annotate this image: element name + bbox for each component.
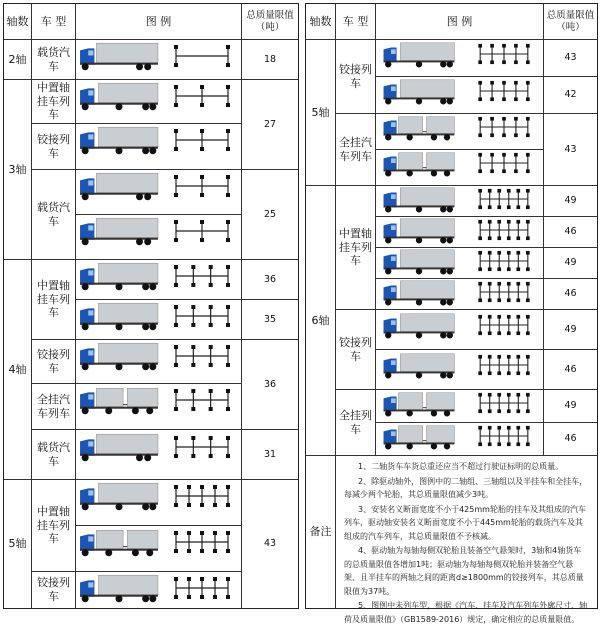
limit-cell: 43 <box>544 40 597 77</box>
header-mass-limit <box>544 4 597 40</box>
limit-cell: 43 <box>263 538 277 550</box>
diagram-cell <box>376 217 544 248</box>
diagram-cell <box>76 300 242 340</box>
limit-cell: 46 <box>544 217 597 248</box>
header-mass-limit-label: 总质量限值 <box>546 10 595 22</box>
diagram-cell <box>376 186 544 217</box>
header-vehicle-type: 车 型 <box>32 4 76 40</box>
header-mass-limit <box>242 4 298 40</box>
axle-cell-6: 6轴 <box>306 186 336 456</box>
diagram-cell <box>376 423 544 456</box>
header-axle-count: 轴数 <box>306 4 336 40</box>
type-cell: 铰接列车 <box>336 310 376 390</box>
diagram-cell <box>76 340 242 384</box>
limit-cell: 36 <box>242 260 298 300</box>
header-mass-limit-label: 总质量限值 <box>246 10 294 22</box>
header-vehicle-type: 车 型 <box>336 4 376 40</box>
limit-cell: 31 <box>242 430 298 480</box>
diagram-cell <box>376 310 544 350</box>
left-table <box>3 3 299 609</box>
diagram-cell <box>376 40 544 77</box>
limit-cell: 46 <box>544 350 597 390</box>
axle-cell-3: 3轴 <box>4 80 32 260</box>
header-mass-limit-unit: （吨） <box>255 21 285 33</box>
header-diagram: 图 例 <box>376 4 544 40</box>
type-cell: 中置轴挂车列车 <box>32 260 76 340</box>
type-cell: 载货汽车 <box>32 430 76 480</box>
type-cell: 全挂汽车列车 <box>32 384 76 430</box>
limit-cell: 46 <box>544 279 597 310</box>
diagram-cell <box>376 248 544 279</box>
diagram-cell <box>76 124 242 170</box>
limit-cell: 25 <box>242 170 298 260</box>
type-cell: 全挂列车 <box>336 390 376 456</box>
diagram-cell <box>76 526 242 572</box>
header-mass-limit-unit: （吨） <box>556 21 585 33</box>
type-cell: 全挂汽车列车 <box>336 114 376 186</box>
limit-cell: 49 <box>544 248 597 279</box>
limit-cell: 46 <box>544 423 597 456</box>
type-cell: 中置轴挂车列车 <box>336 186 376 310</box>
limit-cell: 35 <box>242 300 298 340</box>
type-cell: 载货汽车 <box>32 170 76 260</box>
remarks-label: 备注 <box>306 456 336 608</box>
remark-item: 3、安装名义断面宽度不小于425mm轮胎的挂车及其组成的汽车列车，驱动轴安装名义断面宽度不小于445mm轮胎的载货汽车及其组成的汽车列车，其总质量限值不予核减。 <box>344 504 586 541</box>
diagram-cell <box>76 480 242 526</box>
limit-cell: 36 <box>242 340 298 430</box>
axle-cell-4: 4轴 <box>4 260 32 480</box>
type-cell: 中置轴挂车列车 <box>32 480 76 572</box>
diagram-cell <box>76 40 242 80</box>
limit-cell: 49 <box>544 186 597 217</box>
diagram-cell <box>376 77 544 114</box>
axle-cell-5: 5轴 <box>306 40 336 186</box>
axle-cell-2: 2轴 <box>4 40 32 80</box>
header-axle-count: 轴数 <box>4 4 32 40</box>
diagram-cell <box>376 350 544 390</box>
diagram-cell <box>76 430 242 480</box>
limit-cell: 27 <box>242 80 298 170</box>
remark-item: 2、除驱动轴外，图例中的二轴组、三轴组以及半挂车和全挂车，每减少两个轮胎，其总质量限值减少3吨。 <box>344 476 588 499</box>
type-cell: 铰接列车 <box>32 124 76 170</box>
diagram-cell <box>376 279 544 310</box>
remark-item: 1、二轴货车车货总重还应当不超过行驶证标明的总质量。 <box>358 462 564 471</box>
diagram-cell <box>76 215 242 260</box>
limit-cell: 49 <box>544 310 597 350</box>
limit-cell: 43 <box>544 114 597 186</box>
diagram-cell <box>376 390 544 423</box>
type-cell: 铰接列车 <box>32 572 76 608</box>
limit-cell: 18 <box>242 40 298 80</box>
diagram-cell <box>376 150 544 186</box>
remarks-text <box>336 456 597 624</box>
limit-cell: 42 <box>544 77 597 114</box>
type-cell: 铰接列车 <box>32 340 76 384</box>
diagram-cell <box>76 572 242 608</box>
diagram-cell <box>76 260 242 300</box>
remark-item: 5、图例中未列车型，根据《汽车、挂车及汽车列车外廓尺寸、轴荷及质量限值》（GB1589-2016）规定，确定相应的总质量限值。 <box>344 601 588 624</box>
diagram-cell <box>76 80 242 124</box>
limit-cell: 49 <box>544 390 597 423</box>
diagram-cell <box>376 114 544 150</box>
remark-item: 4、驱动轴为每轴每侧双轮胎且装备空气悬架时，3轴和4轴货车的总质量限值各增加1吨；驱动轴为每轴每侧双轮胎并装备空气悬架、且半挂车的两轴之间的距离d≥1800mm的铰接列车，其总质量限值为37吨。 <box>344 546 584 596</box>
diagram-cell <box>76 170 242 215</box>
right-table <box>305 3 598 624</box>
type-cell: 中置轴挂车列车 <box>32 80 76 124</box>
header-diagram: 图 例 <box>76 4 242 40</box>
axle-cell-5: 5轴 <box>4 480 32 608</box>
type-cell: 载货汽车 <box>32 40 76 80</box>
diagram-cell <box>76 384 242 430</box>
type-cell: 铰接列车 <box>336 40 376 114</box>
